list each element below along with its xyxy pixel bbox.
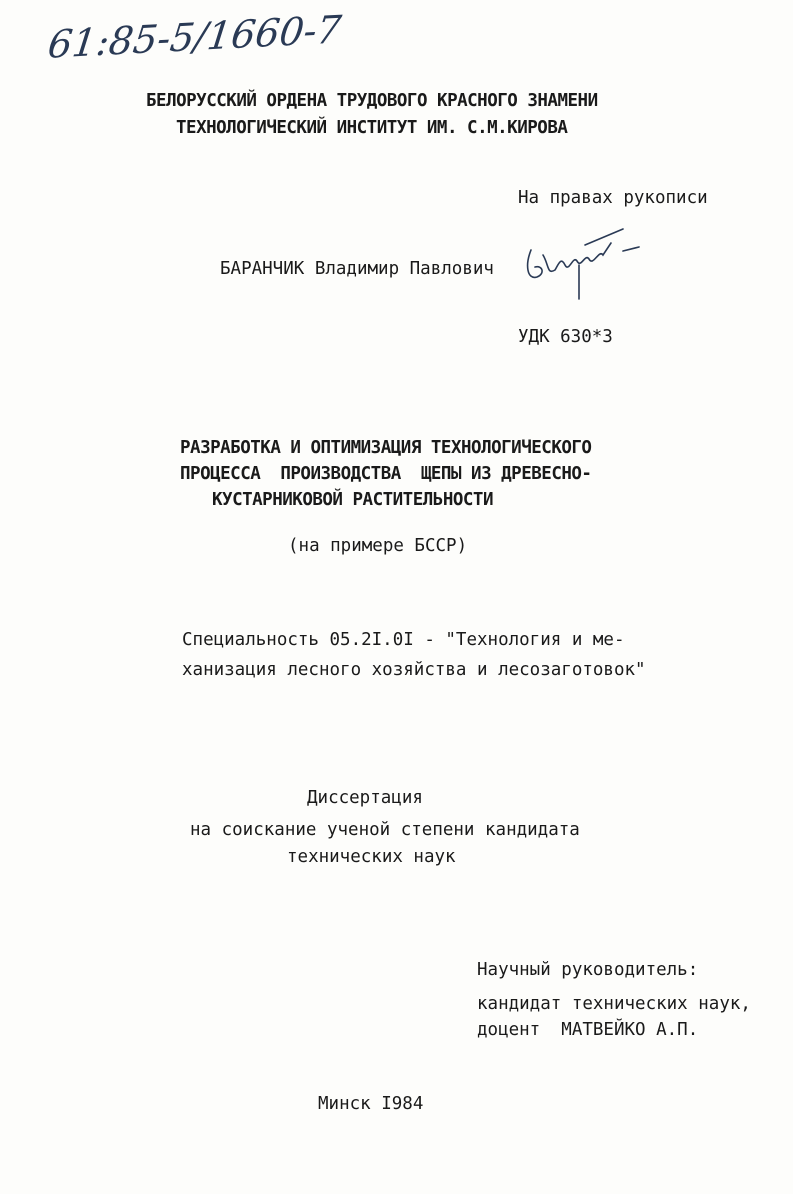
specialty-line-1: Специальность 05.2I.0I - "Технология и ме- xyxy=(182,630,625,650)
title-subtitle: (на примере БССР) xyxy=(288,536,468,556)
institution-line-2: ТЕХНОЛОГИЧЕСКИЙ ИНСТИТУТ ИМ. С.М.КИРОВА xyxy=(176,118,568,138)
specialty-line-2: ханизация лесного хозяйства и лесозаготовок" xyxy=(182,660,646,680)
degree-line-2: на соискание ученой степени кандидата xyxy=(190,820,580,840)
institution-line-1: БЕЛОРУССКИЙ ОРДЕНА ТРУДОВОГО КРАСНОГО ЗНАМЕНИ xyxy=(146,91,598,111)
advisor-line-1: кандидат технических наук, xyxy=(477,994,751,1014)
title-line-3: КУСТАРНИКОВОЙ РАСТИТЕЛЬНОСТИ xyxy=(212,490,494,510)
udc-code: УДК 630*3 xyxy=(518,327,613,347)
title-line-1: РАЗРАБОТКА И ОПТИМИЗАЦИЯ ТЕХНОЛОГИЧЕСКОГО xyxy=(180,438,592,458)
degree-line-3: технических наук xyxy=(287,847,456,867)
manuscript-rights: На правах рукописи xyxy=(518,188,708,208)
author-name: БАРАНЧИК Владимир Павлович xyxy=(220,259,494,279)
advisor-label: Научный руководитель: xyxy=(477,960,699,980)
archive-number: 61:85-5/1660-7 xyxy=(45,7,344,67)
advisor-line-2: доцент МАТВЕЙКО А.П. xyxy=(477,1020,699,1040)
signature xyxy=(515,225,655,305)
title-line-2: ПРОЦЕССА ПРОИЗВОДСТВА ЩЕПЫ ИЗ ДРЕВЕСНО- xyxy=(180,464,592,484)
degree-line-1: Диссертация xyxy=(307,788,423,808)
place-year: Минск I984 xyxy=(318,1094,424,1114)
